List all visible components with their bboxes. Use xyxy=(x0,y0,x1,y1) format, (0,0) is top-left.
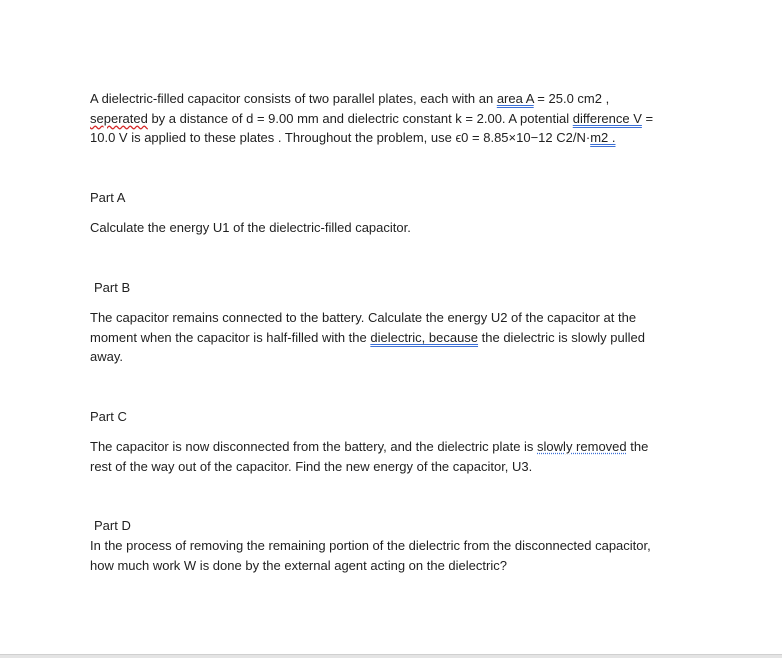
part-b-text xyxy=(90,308,690,367)
spelling-flag-seperated: seperated xyxy=(90,110,148,126)
part-c-heading: Part C xyxy=(90,409,127,424)
part-b-line-3: away. xyxy=(90,349,123,364)
part-a-heading: Part A xyxy=(90,190,126,205)
part-b-heading: Part B xyxy=(94,280,131,295)
part-b-line-1: The capacitor remains connected to the battery. Calculate the energy U2 of the capacitor at the xyxy=(90,310,637,325)
intro-line-3: 10.0 V is applied to these plates . Throughout the problem, use ϵ0 = 8.85×10−12 C2/N·m2 . xyxy=(90,130,616,145)
part-d-line-1: In the process of removing the remaining portion of the dielectric from the disconnected capacitor, xyxy=(90,538,651,553)
grammar-flag-dielectric-because: dielectric, because xyxy=(370,329,479,345)
part-c-text xyxy=(90,437,690,476)
page-bottom-edge xyxy=(0,654,782,658)
part-c-line-2: rest of the way out of the capacitor. Find the new energy of the capacitor, U3. xyxy=(90,458,533,474)
part-d-line-2: how much work W is done by the external agent acting on the dielectric? xyxy=(90,557,507,573)
grammar-flag-difference: difference V xyxy=(572,110,642,126)
problem-intro xyxy=(90,89,690,148)
grammar-flag-slowly-removed: slowly removed xyxy=(537,439,627,454)
part-d-heading: Part D xyxy=(94,518,131,533)
part-c-line-1: The capacitor is now disconnected from the battery, and the dielectric plate is slowly removed the xyxy=(90,439,649,454)
part-b-line-2: moment when the capacitor is half-filled with the dielectric, because the dielectric is slowly pulled xyxy=(90,329,645,345)
part-d-text xyxy=(90,536,690,575)
intro-line-2: seperated by a distance of d = 9.00 mm and dielectric constant k = 2.00. A potential difference V = xyxy=(90,110,654,126)
intro-line-1: A dielectric-filled capacitor consists of two parallel plates, each with an area A = 25.0 cm2 , xyxy=(90,91,610,106)
grammar-flag-m2: m2 . xyxy=(590,130,616,145)
part-a-text: Calculate the energy U1 of the dielectric-filled capacitor. xyxy=(90,220,411,235)
grammar-flag-area: area A xyxy=(496,91,534,106)
